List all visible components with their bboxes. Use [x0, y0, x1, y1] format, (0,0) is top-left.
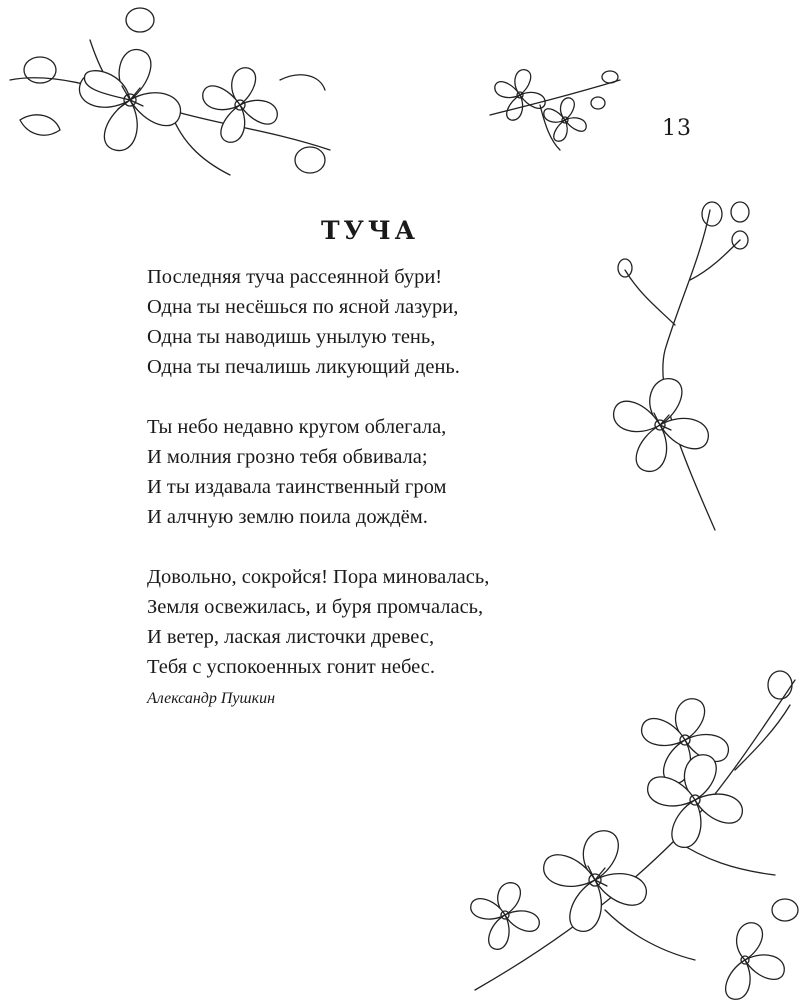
poem-title: ТУЧА	[320, 216, 420, 245]
poem-line: И молния грозно тебя обвивала;	[147, 446, 428, 468]
poem-line: И ветер, лаская листочки древес,	[147, 626, 435, 648]
poem-line: И ты издавала таинственный гром	[147, 476, 447, 498]
poem-body	[147, 262, 617, 712]
poem-line: Тебя с успокоенных гонит небес.	[147, 656, 435, 678]
poem-author: Александр Пушкин	[147, 690, 275, 707]
poem-line: Земля освежилась, и буря промчалась,	[147, 596, 484, 618]
poem-line: Довольно, сокройся! Пора миновалась,	[147, 566, 490, 588]
top-center-blossom-illustration	[480, 55, 630, 155]
right-side-blossom-illustration	[600, 200, 770, 540]
poem-line: Последняя туча рассеянной бури!	[147, 266, 443, 288]
poem-line: Одна ты печалишь ликующий день.	[147, 356, 460, 378]
poem-line: Одна ты несёшься по ясной лазури,	[147, 296, 459, 318]
poem-line: И алчную землю поила дождём.	[147, 506, 428, 528]
stanza-2	[147, 412, 617, 532]
poem-line: Одна ты наводишь унылую тень,	[147, 326, 436, 348]
stanza-3	[147, 562, 617, 682]
top-left-blossom-illustration	[0, 0, 340, 200]
poem-line: Ты небо недавно кругом облегала,	[147, 416, 447, 438]
page-number: 13	[662, 116, 692, 141]
stanza-1	[147, 262, 617, 382]
